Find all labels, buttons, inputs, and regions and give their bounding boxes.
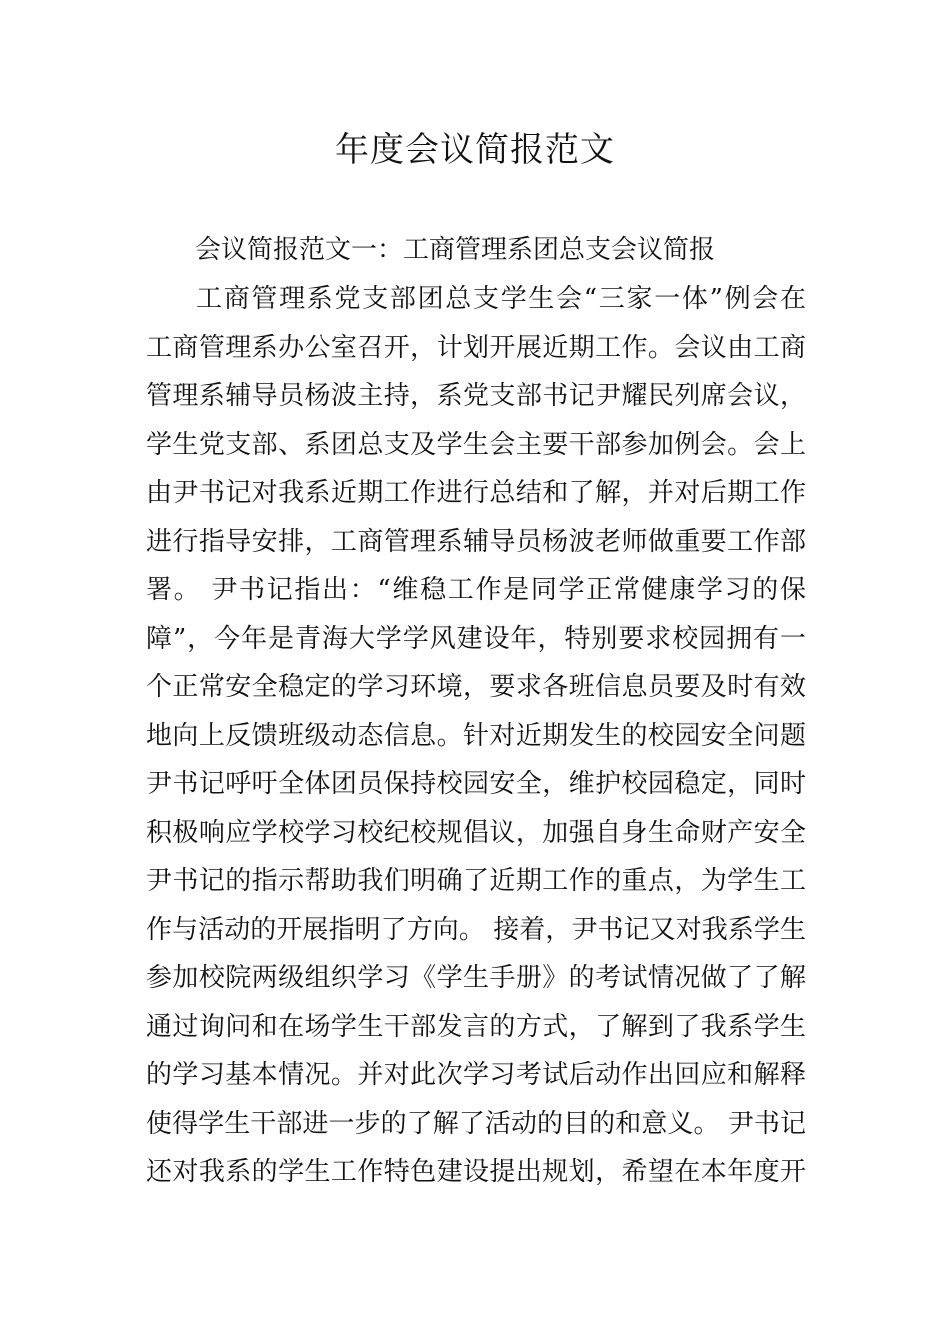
body-line: 学生党支部、系团总支及学生会主要干部参加例会。会上 bbox=[146, 429, 806, 460]
body-line: 的学习基本情况。并对此次学习考试后动作出回应和解释 bbox=[146, 1060, 806, 1090]
body-line: 由尹书记对我系近期工作进行总结和了解，并对后期工作 bbox=[146, 478, 806, 508]
body-line: 参加校院两级组织学习《学生手册》的考试情况做了了解 bbox=[146, 963, 806, 993]
body-line: 工商管理系党支部团总支学生会“三家一体”例会在 bbox=[196, 284, 806, 314]
body-line: 作与活动的开展指明了方向。 接着，尹书记又对我系学生 bbox=[146, 914, 806, 945]
document-subtitle: 会议简报范文一：工商管理系团总支会议简报 bbox=[195, 235, 716, 265]
body-line: 个正常安全稳定的学习环境，要求各班信息员要及时有效 bbox=[146, 672, 806, 702]
body-line: 尹书记的指示帮助我们明确了近期工作的重点，为学生工 bbox=[146, 866, 806, 896]
body-line: 管理系辅导员杨波主持，系党支部书记尹耀民列席会议， bbox=[146, 381, 806, 411]
body-line: 进行指导安排，工商管理系辅导员杨波老师做重要工作部 bbox=[146, 526, 806, 557]
body-line: 地向上反馈班级动态信息。针对近期发生的校园安全问题 bbox=[146, 720, 806, 751]
document-body bbox=[146, 275, 806, 1197]
body-line: 署。 尹书记指出：“维稳工作是同学正常健康学习的保 bbox=[146, 575, 806, 605]
body-line: 使得学生干部进一步的了解了活动的目的和意义。 尹书记 bbox=[146, 1108, 806, 1139]
document-title: 年度会议简报范文 bbox=[335, 130, 615, 170]
body-line: 通过询问和在场学生干部发言的方式，了解到了我系学生 bbox=[146, 1011, 806, 1042]
body-line: 工商管理系办公室召开，计划开展近期工作。会议由工商 bbox=[146, 332, 806, 363]
body-line: 还对我系的学生工作特色建设提出规划，希望在本年度开 bbox=[146, 1157, 806, 1187]
body-line: 积极响应学校学习校纪校规倡议，加强自身生命财产安全 bbox=[146, 817, 806, 848]
body-line: 尹书记呼吁全体团员保持校园安全，维护校园稳定，同时 bbox=[146, 769, 806, 799]
body-line: 障”，今年是青海大学学风建设年，特别要求校园拥有一 bbox=[146, 623, 806, 654]
